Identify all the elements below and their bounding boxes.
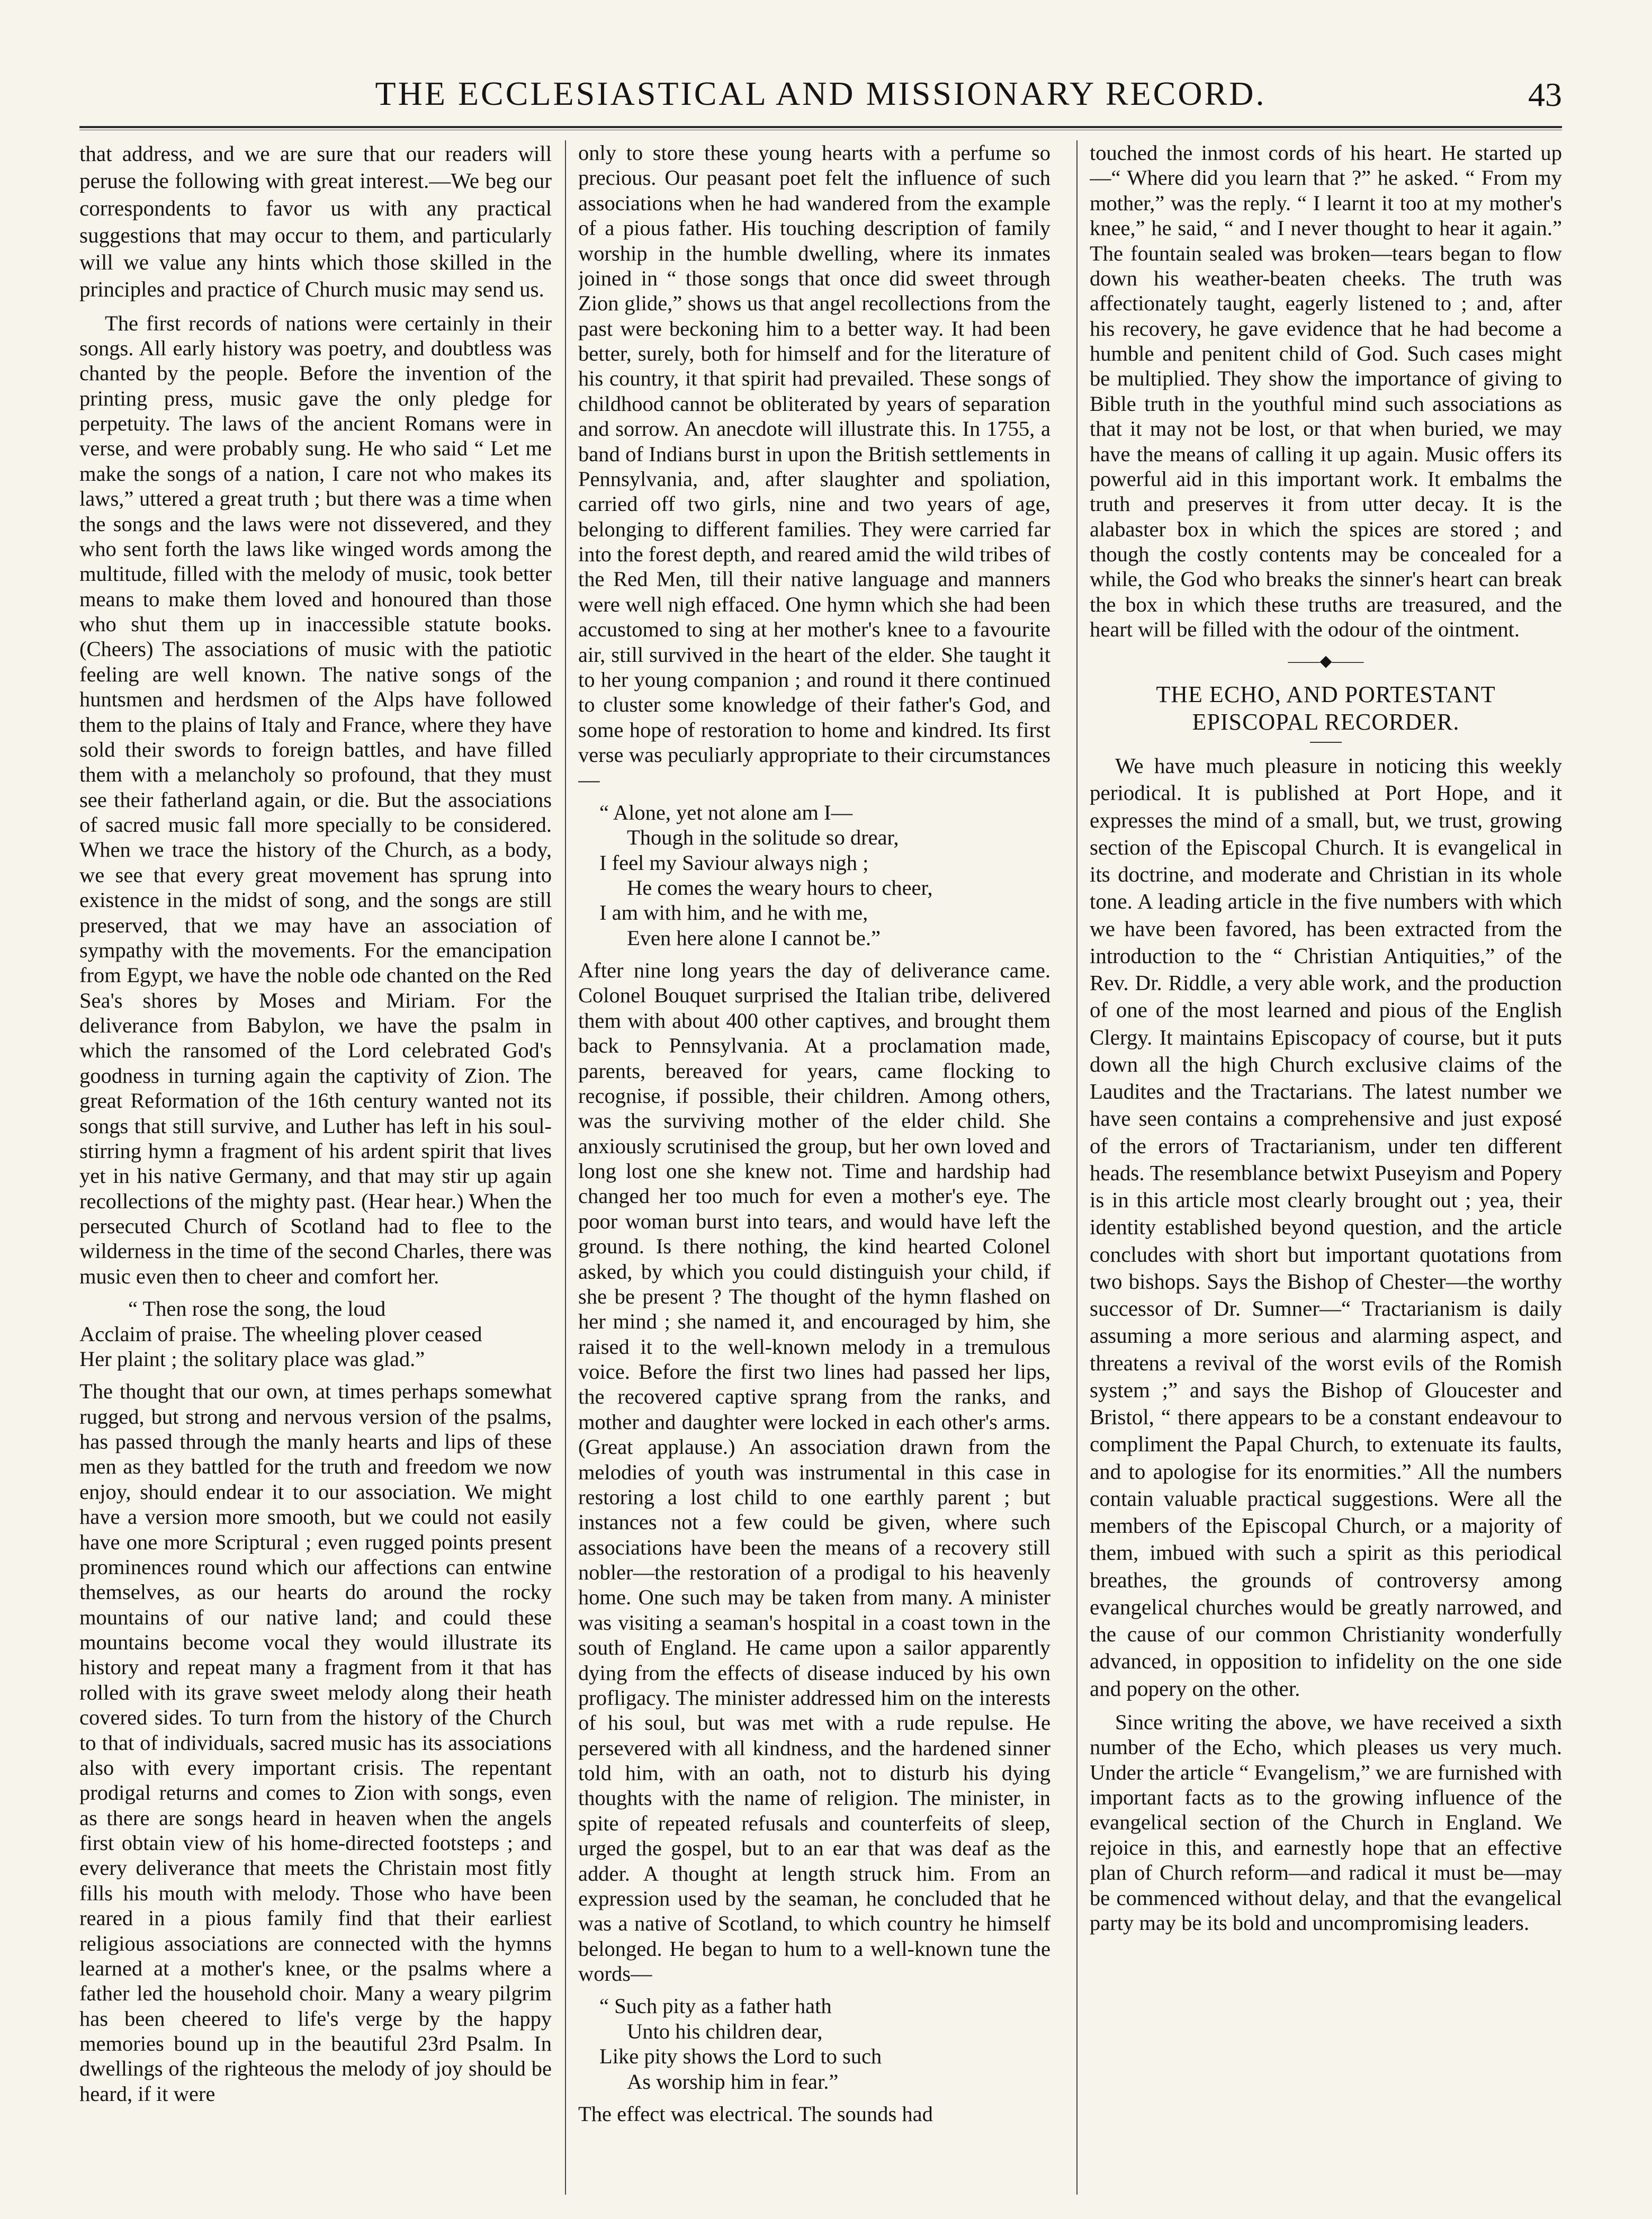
paragraph: The effect was electrical. The sounds had bbox=[578, 2101, 933, 2126]
paragraph: Since writing the above, we have received a sixth number of the Echo, which pleases us very much. Under the article “ Evangelism,” we are furnished with important facts as to the growing influence of the evangelical section of the Church in England. We rejoice in this, and earnestly hope that an effective plan of Church reform—and radical it must be—may be commenced without delay, and that the evangelical party may be its bold and uncompromising leaders. bbox=[1090, 1710, 1562, 1935]
verse-line: Unto his children dear, bbox=[627, 2019, 823, 2043]
verse-line: Her plaint ; the solitary place was glad.” bbox=[79, 1346, 425, 1371]
verse-line: As worship him in fear.” bbox=[627, 2069, 839, 2094]
paragraph: After nine long years the day of deliverance came. Colonel Bouquet surprised the Italian tribe, delivered them with about 400 other captives, and brought them back to Pennsylvania. At a proclamation made, parents, bereaved for years, came flocking to recognise, if possible, their children. Among others, was the surviving mother of the elder child. She anxiously scrutinised the group, but her own loved and long lost one she knew not. Time and hardship had changed her too much for even a mother's eye. The poor woman burst into tears, and would have left the ground. Is there nothing, the kind hearted Colonel asked, by which you could distinguish your child, if she be present ? The thought of the hymn flashed on her mind ; she named it, and encouraged by him, she raised it to the well-known melody in a tremulous voice. Before the first two lines had passed her lips, the recovered captive sprang from the ranks, and mother and daughter were locked in each other's arms. (Great applause.) An association drawn from the melodies of youth was instrumental in this case in restoring a lost child to one earthly parent ; but instances not a few could be given, where such associations have been the means of a recovery still nobler—the restoration of a prodigal to his heavenly home. One such may be taken from many. A minister was visiting a seaman's hospital in a coast town in the south of England. He came upon a sailor apparently dying from the effects of disease induced by his own profligacy. The minister addressed him on the interests of his soul, but was met with a rude repulse. He persevered with all kindness, and the hardened sinner told him, with an oath, not to disturb his dying thoughts with the name of religion. The minister, in spite of repeated refusals and counterfeits of sleep, urged the gospel, but to an ear that was deaf as the adder. A thought at length struck him. From an expression used by the seaman, he concluded that he was a native of Scotland, to which country he himself belonged. He began to hum to a well-known tune the words— bbox=[578, 958, 1051, 1986]
verse-quote bbox=[578, 1993, 1051, 2094]
column-right bbox=[1090, 140, 1562, 2195]
section-title-rule bbox=[1310, 742, 1342, 743]
verse-line: “ Then rose the song, the loud bbox=[128, 1297, 386, 1321]
section-ornament: ——◆—— bbox=[1288, 652, 1364, 670]
verse-quote bbox=[578, 800, 1051, 950]
page bbox=[79, 69, 1562, 2197]
page-number: 43 bbox=[1528, 76, 1562, 113]
running-header bbox=[79, 69, 1562, 127]
column-divider bbox=[1076, 140, 1078, 2195]
column-middle bbox=[578, 140, 1051, 2195]
paragraph: We have much pleasure in noticing this weekly periodical. It is published at Port Hope, and it expresses the mind of a small, but, we trust, growing section of the Episcopal Church. It is evangelical in its doctrine, and moderate and Christian in its whole tone. A leading article in the five numbers with which we have been favored, has been extracted from the introduction to the “ Christian Antiquities,” of the Rev. Dr. Riddle, a very able work, and the production of one of the most learned and pious of the English Clergy. It maintains Episcopacy of course, but it puts down all the high Church exclusive claims of the Laudites and the Tractarians. The latest number we have seen contains a comprehensive and just exposé of the errors of Tractarianism, under ten different heads. The resemblance betwixt Puseyism and Popery is in this article most clearly brought out ; yea, their identity established beyond question, and the article concludes with short but important quotations from two bishops. Says the Bishop of Chester—the worthy successor of Dr. Sumner—“ Tractarianism is daily assuming a more serious and alarming aspect, and threatens a revival of the worst evils of the Romish system ;” and says the Bishop of Gloucester and Bristol, “ there appears to be a constant endeavour to compliment the Papal Church, to extenuate its faults, and to apologise for its enormities.” All the numbers contain valuable practical suggestions. Were all the members of the Episcopal Church, or a majority of them, imbued with such a spirit as this periodical breathes, the grounds of controversy among evangelical churches would be greatly narrowed, and the cause of our common Christianity wonderfully advanced, in opposition to infidelity on the one side and popery on the other. bbox=[1090, 753, 1562, 1701]
running-title: THE ECCLESIASTICAL AND MISSIONARY RECORD. bbox=[375, 75, 1267, 112]
verse-line: I am with him, and he with me, bbox=[599, 901, 868, 925]
column-left bbox=[79, 140, 552, 2195]
column-divider bbox=[565, 140, 566, 2195]
paragraph: The first records of nations were certainly in their songs. All early history was poetry, and doubtless was chanted by the people. Before the invention of the printing press, music gave the only pledge for perpetuity. The laws of the ancient Romans were in verse, and were probably sung. He who said “ Let me make the songs of a nation, I care not who makes its laws,” uttered a great truth ; but there was a time when the songs and the laws were not dissevered, and they who sent forth the laws like winged words among the multitude, filled with the melody of music, took better means to make them loved and honoured than those who shut them up in inaccessible statute books. (Cheers) The associations of music with the patiotic feeling are well known. The native songs of the huntsmen and herdsmen of the Alps have followed them to the plains of Italy and France, where they have sold their swords to foreign battles, and have filled them with a melancholy so profound, that they must see their fatherland again, or die. But the associations of sacred music fall more specially to be considered. When we trace the history of the Church, as a body, we see that every great movement has sprung into existence in the midst of song, and the songs are still preserved, that we may have an association of sympathy with the movements. For the emancipation from Egypt, we have the noble ode chanted on the Red Sea's shores by Moses and Miriam. For the deliverance from Babylon, we have the psalm in which the ransomed of the Lord celebrated God's goodness in turning again the captivity of Zion. The great Reformation of the 16th century wanted not its songs that still survive, and Luther has left in his soul-stirring hymn a fragment of his ardent spirit that lives yet in his native Germany, and that may stir up again recollections of the mighty past. (Hear hear.) When the persecuted Church of Scotland had to flee to the wilderness in the time of the second Charles, there was music even then to cheer and comfort her. bbox=[79, 311, 552, 1288]
verse-line: Acclaim of praise. The wheeling plover ceased bbox=[79, 1322, 482, 1346]
paragraph: The thought that our own, at times perhaps somewhat rugged, but strong and nervous version of the psalms, has passed through the manly hearts and lips of these men as they battled for the truth and freedom we now enjoy, should endear it to our association. We might have a version more smooth, but we could not easily have one more Scriptural ; even rugged points present prominences round which our affections can entwine themselves, as our hearts do around the rocky mountains of our native land; and could these mountains become vocal they would illustrate its history and repeat many a fragment from it that has rolled with its grave sweet melody along their heath covered sides. To turn from the history of the Church to that of individuals, sacred music has its associations also with every important crisis. The repentant prodigal returns and comes to Zion with songs, even as there are songs heard in heaven when the angels first obtain view of his home-directed footsteps ; and every deliverance that meets the Christain most fitly fills his mouth with melody. Those who have been reared in a pious family find that their earliest religious associations are connected with the hymns learned at a mother's knee, or the psalms where a father led the household choir. Many a weary pilgrim has been cheered to life's verge by the happy memories bound up in the beautiful 23rd Psalm. In dwellings of the righteous the melody of joy should be heard, if it were bbox=[79, 1379, 552, 2106]
verse-line: I feel my Saviour always nigh ; bbox=[599, 850, 869, 875]
verse-line: Like pity shows the Lord to such bbox=[599, 2044, 882, 2069]
verse-line: Even here alone I cannot be.” bbox=[627, 926, 881, 950]
verse-line: He comes the weary hours to cheer, bbox=[627, 875, 933, 900]
paragraph: touched the inmost cords of his heart. He started up—“ Where did you learn that ?” he asked. “ From my mother,” was the reply. “ I learnt it too at my mother's knee,” he said, “ and I never thought to hear it again.” The fountain sealed was broken—tears began to flow down his weather-beaten cheeks. The truth was affectionately taught, eagerly listened to ; and, after his recovery, he gave evidence that he had become a humble and penitent child of God. Such cases might be multiplied. They show the importance of giving to Bible truth in the youthful mind such associations as that it may not be lost, or that when buried, we may have the means of calling it up again. Music offers its powerful aid in this important work. It embalms the truth and preserves it from utter decay. It is the alabaster box in which the spices are stored ; and though the costly contents may be concealed for a while, the God who breaks the sinner's heart can break the box in which these truths are treasured, and the heart will be filled with the odour of the ointment. bbox=[1090, 141, 1562, 642]
article-columns bbox=[79, 140, 1562, 2195]
verse-line: “ Alone, yet not alone am I— bbox=[599, 800, 852, 824]
verse-line: Though in the solitude so drear, bbox=[627, 825, 899, 850]
paragraph: that address, and we are sure that our readers will peruse the following with great interest.—We beg our correspondents to favor us with any practical suggestions that may occur to them, and particularly will we value any hints which those skilled in the principles and practice of Church music may send us. bbox=[79, 141, 552, 302]
verse-line: “ Such pity as a father hath bbox=[599, 1994, 832, 2018]
section-title: THE ECHO, AND PORTESTANT EPISCOPAL RECORDER. bbox=[1156, 681, 1496, 735]
paragraph: only to store these young hearts with a perfume so precious. Our peasant poet felt the influence of such associations when he had wandered from the example of a pious father. His touching description of family worship in the humble dwelling, where its inmates joined in “ those songs that once did sweet through Zion glide,” shows us that angel recollections from the past were beckoning him to a better way. It had been better, surely, both for himself and for the literature of his country, it that spirit had prevailed. These songs of childhood cannot be obliterated by years of separation and sorrow. An anecdote will illustrate this. In 1755, a band of Indians burst in upon the British settlements in Pennsylvania, and, after slaughter and spoliation, carried off two girls, nine and two years of age, belonging to different families. They were carried far into the forest depth, and reared amid the wild tribes of the Red Men, till their native language and manners were well nigh effaced. One hymn which she had been accustomed to sing at her mother's knee to a favourite air, still survived in the heart of the elder. She taught it to her young companion ; and round it there continued to cluster some knowledge of their father's God, and some hope of restoration to home and kindred. Its first verse was peculiarly appropriate to their circumstances— bbox=[578, 141, 1051, 792]
header-rule bbox=[79, 126, 1562, 130]
verse-quote bbox=[79, 1296, 552, 1371]
